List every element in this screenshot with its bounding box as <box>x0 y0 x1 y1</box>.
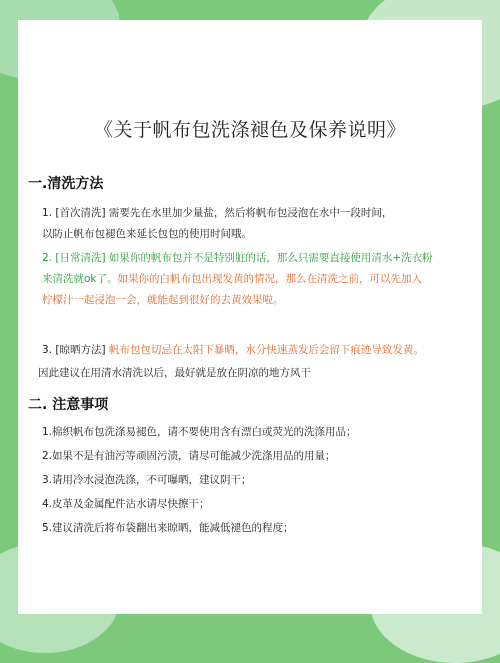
step-1-line-1: 1. [首次清洗] 需要先在水里加少量盐，然后将帆布包浸泡在水中一段时间， <box>42 207 393 219</box>
step-3-line-2: 因此建议在用清水清洗以后，最好就是放在阴凉的地方风干 <box>38 367 311 379</box>
step-2-orange-line-2: 如果你的白帆布包出现发黄的情况，那么在清洗之前，可以先加入 <box>117 273 423 285</box>
list-item: 2.如果不是有油污等顽固污渍，请尽可能减少洗涤用品的用量； <box>42 450 336 462</box>
cleaning-step-1 <box>42 203 468 245</box>
document-card <box>18 20 482 614</box>
page-title: 《关于帆布包洗涤褪色及保养说明》 <box>93 119 406 141</box>
section-heading-notes: 二. 注意事项 <box>28 397 109 413</box>
section-heading-cleaning: 一.清洗方法 <box>28 176 104 192</box>
step-2-green-line-2: 来清洗就ok了。 <box>42 273 118 285</box>
notes-list <box>42 420 357 540</box>
cleaning-step-3 <box>42 340 468 361</box>
list-item: 4.皮革及金属配件沾水请尽快擦干； <box>42 498 210 510</box>
step-3-prefix: 3. [晾晒方法] <box>42 344 109 356</box>
step-2-green-line-1: 2. [日常清洗] 如果你的帆布包并不是特别脏的话，那么只需要直接使用清水+洗衣粉 <box>42 252 433 264</box>
list-item: 5.建议清洗后将布袋翻出来晾晒，能减低褪色的程度； <box>42 522 294 534</box>
cleaning-step-2 <box>42 248 468 311</box>
cleaning-step-3-note <box>38 363 468 384</box>
list-item: 1.棉织帆布包洗涤易褪色，请不要使用含有漂白或荧光的洗涤用品； <box>42 426 357 438</box>
step-1-line-2: 以防止帆布包褪色来延长包包的使用时间哦。 <box>42 228 252 240</box>
step-2-orange-line-3: 柠檬汁一起浸泡一会，就能起到很好的去黄效果啦。 <box>42 294 284 306</box>
list-item: 3.请用冷水浸泡洗涤，不可曝晒，建议阴干； <box>42 474 252 486</box>
step-3-orange: 帆布包包切忌在太阳下暴晒，水分快速蒸发后会留下痕迹导致发黄。 <box>108 344 424 356</box>
